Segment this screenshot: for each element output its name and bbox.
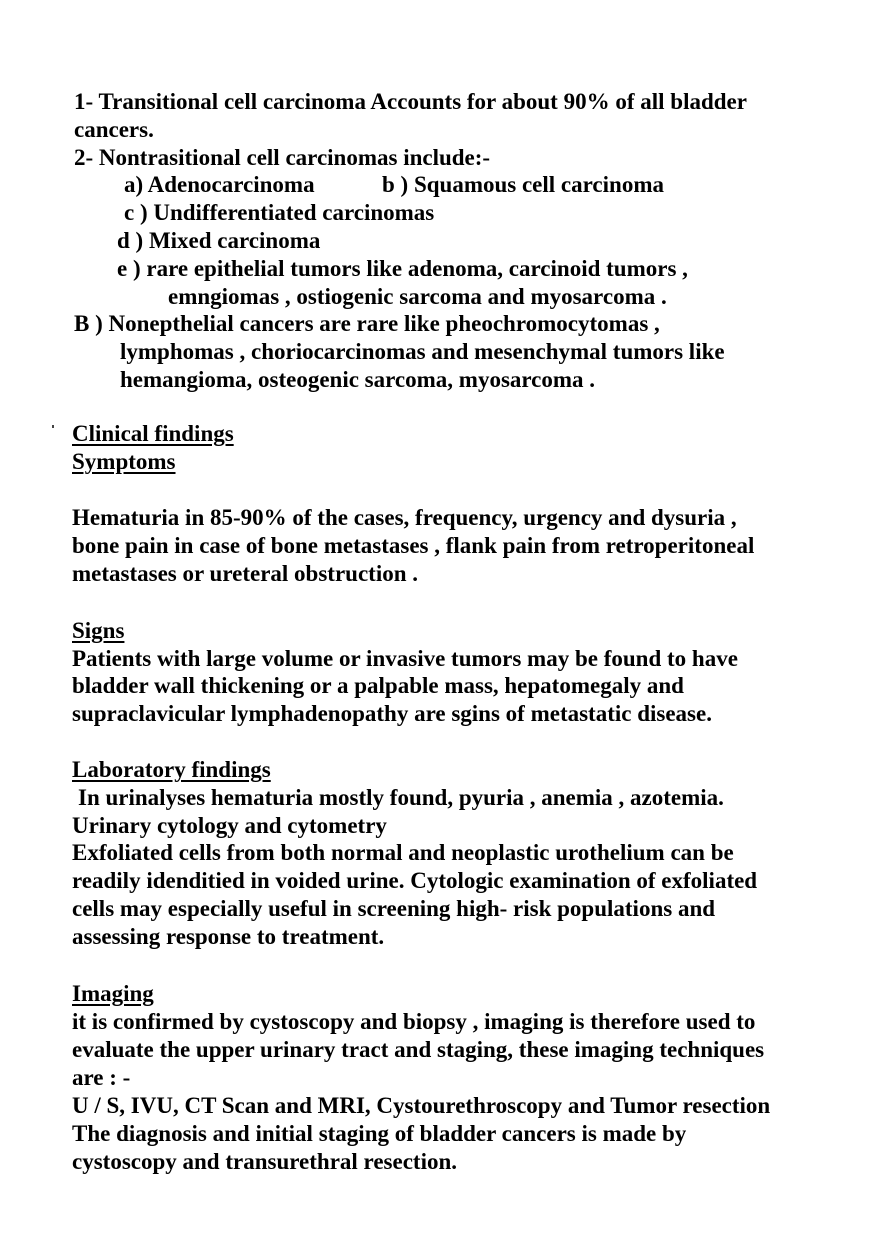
laboratory-line-3: Exfoliated cells from both normal and neoplastic urothelium can be <box>72 840 734 865</box>
subitem-a-adenocarcinoma: a) Adenocarcinoma <box>124 172 315 197</box>
signs-line-1: Patients with large volume or invasive tumors may be found to have <box>72 646 738 671</box>
subitem-e-continuation: emngiomas , ostiogenic sarcoma and myosarcoma . <box>168 284 667 309</box>
subitem-d-mixed: d ) Mixed carcinoma <box>117 228 321 253</box>
imaging-line-4: U / S, IVU, CT Scan and MRI, Cystourethroscopy and Tumor resection <box>72 1093 771 1118</box>
item-2-nontransitional: 2- Nontrasitional cell carcinomas include:- <box>74 145 491 170</box>
item-b-continuation-1: lymphomas , choriocarcinomas and mesenchymal tumors like <box>120 339 725 364</box>
symptoms-line-1: Hematuria in 85-90% of the cases, frequency, urgency and dysuria , <box>72 505 737 530</box>
stray-mark <box>52 425 54 428</box>
subitem-b-squamous: b ) Squamous cell carcinoma <box>382 172 664 197</box>
laboratory-line-4: readily idenditied in voided urine. Cytologic examination of exfoliated <box>72 868 758 893</box>
signs-heading: Signs <box>72 618 125 643</box>
imaging-line-6: cystoscopy and transurethral resection. <box>72 1149 458 1174</box>
laboratory-line-1: In urinalyses hematuria mostly found, pyuria , anemia , azotemia. <box>78 785 724 810</box>
symptoms-heading: Symptoms <box>72 449 176 474</box>
item-1-transitional: 1- Transitional cell carcinoma Accounts for about 90% of all bladder <box>74 89 747 114</box>
symptoms-line-3: metastases or ureteral obstruction . <box>72 561 418 586</box>
laboratory-line-6: assessing response to treatment. <box>72 924 385 949</box>
imaging-line-5: The diagnosis and initial staging of bladder cancers is made by <box>72 1121 687 1146</box>
imaging-line-1: it is confirmed by cystoscopy and biopsy , imaging is therefore used to <box>72 1009 756 1034</box>
laboratory-line-2: Urinary cytology and cytometry <box>72 813 387 838</box>
subitem-e-rare-epithelial: e ) rare epithelial tumors like adenoma, carcinoid tumors , <box>117 256 688 281</box>
symptoms-line-2: bone pain in case of bone metastases , flank pain from retroperitoneal <box>72 533 755 558</box>
laboratory-findings-heading: Laboratory findings <box>72 757 271 782</box>
signs-line-3: supraclavicular lymphadenopathy are sgins of metastatic disease. <box>72 701 712 726</box>
item-1-continuation: cancers. <box>74 117 154 142</box>
subitem-c-undifferentiated: c ) Undifferentiated carcinomas <box>124 200 435 225</box>
imaging-line-3: are : - <box>72 1065 131 1090</box>
clinical-findings-heading: Clinical findings <box>72 421 234 446</box>
imaging-line-2: evaluate the upper urinary tract and staging, these imaging techniques <box>72 1037 765 1062</box>
imaging-heading: Imaging <box>72 981 154 1006</box>
item-b-nonepithelial: B ) Nonepthelial cancers are rare like pheochromocytomas , <box>74 311 660 336</box>
item-b-continuation-2: hemangioma, osteogenic sarcoma, myosarcoma . <box>120 367 596 392</box>
signs-line-2: bladder wall thickening or a palpable mass, hepatomegaly and <box>72 673 684 698</box>
laboratory-line-5: cells may especially useful in screening high- risk populations and <box>72 896 716 921</box>
